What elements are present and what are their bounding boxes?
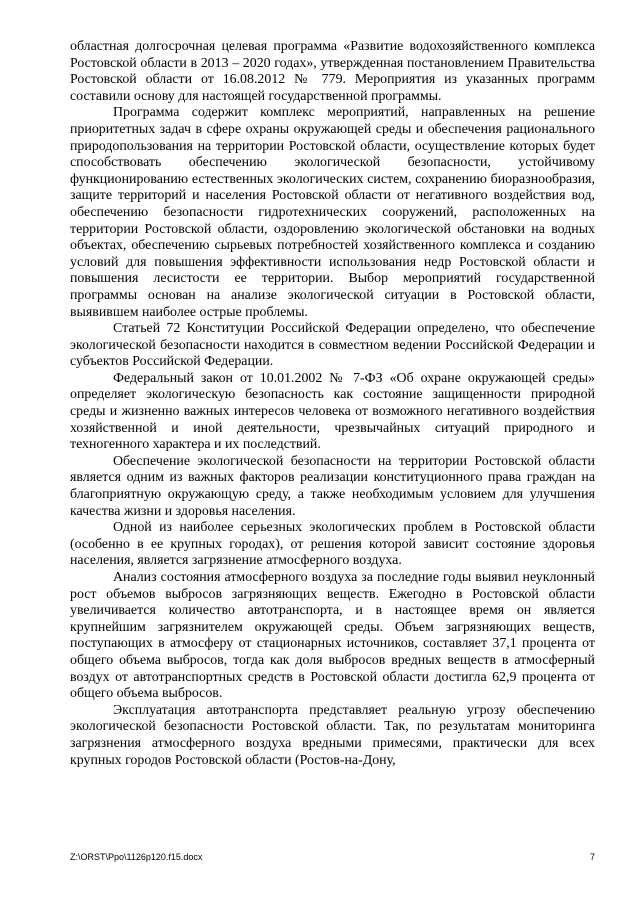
paragraph-4: Федеральный закон от 10.01.2002 № 7-ФЗ «Об охране окружающей среды» определяет экологическую безопасность как состояние защищенности природной среды и жизненно важных интересов человека от возможного негативного воздействия хозяйственной и иной деятельности, чрезвычайных ситуаций природного и техногенного характера и их последствий. (70, 370, 595, 453)
paragraph-8: Эксплуатация автотранспорта представляет реальную угрозу обеспечению экологической безопасности Ростовской области. Так, по результатам мониторинга загрязнения атмосферного воздуха вредными примесями, практически для всех крупных городов Ростовской области (Ростов-на-Дону, (70, 702, 595, 768)
paragraph-6: Одной из наиболее серьезных экологических проблем в Ростовской области (особенно в ее крупных городах), от решения которой зависит состояние здоровья населения, является загрязнение атмосферного воздуха. (70, 520, 595, 569)
paragraph-2: Программа содержит комплекс мероприятий, направленных на решение приоритетных задач в сфере охраны окружающей среды и обеспечения рационального природопользования на территории Ростовской области, осуществление которых будет способствовать обеспечению экологической безопасности, устойчивому функционированию естественных экологических систем, сохранению биоразнообразия, защите территорий и населения Ростовской области от негативного воздействия вод, обеспечению безопасности гидротехнических сооружений, расположенных на территории Ростовской области, оздоровлению экологической обстановки на водных объектах, обеспечению сырьевых потребностей хозяйственного комплекса и созданию условий для повышения эффективности использования недр Ростовской области и повышения лесистости ее территории. Выбор мероприятий государственной программы основан на анализе экологической ситуации в Ростовской области, выявившем наиболее острые проблемы. (70, 105, 595, 320)
page-number: 7 (589, 852, 595, 862)
page-footer (70, 852, 595, 866)
footer-file-path: Z:\ORST\Ppo\1126p120.f15.docx (70, 852, 203, 862)
paragraph-7: Анализ состояния атмосферного воздуха за последние годы выявил неуклонный рост объемов выбросов загрязняющих веществ. Ежегодно в Ростовской области увеличивается количество автотранспорта, и в настоящее время он является крупнейшим загрязнителем окружающей среды. Объем загрязняющих веществ, поступающих в атмосферу от стационарных источников, составляет 37,1 процента от общего объема выбросов, тогда как доля выбросов вредных веществ в атмосферный воздух от автотранспортных средств в Ростовской области достигла 62,9 процента от общего объема выбросов. (70, 570, 595, 702)
paragraph-5: Обеспечение экологической безопасности на территории Ростовской области является одним из важных факторов реализации конституционного права граждан на благоприятную окружающую среду, а также необходимым условием для улучшения качества жизни и здоровья населения. (70, 453, 595, 519)
document-body (70, 39, 595, 769)
paragraph-3: Статьей 72 Конституции Российской Федерации определено, что обеспечение экологической безопасности находится в совместном ведении Российской Федерации и субъектов Российской Федерации. (70, 321, 595, 370)
paragraph-1: областная долгосрочная целевая программа «Развитие водохозяйственного комплекса Ростовской области в 2013 – 2020 годах», утвержденная постановлением Правительства Ростовской области от 16.08.2012 № 779. Мероприятия из указанных программ составили основу для настоящей государственной программы. (70, 39, 595, 104)
